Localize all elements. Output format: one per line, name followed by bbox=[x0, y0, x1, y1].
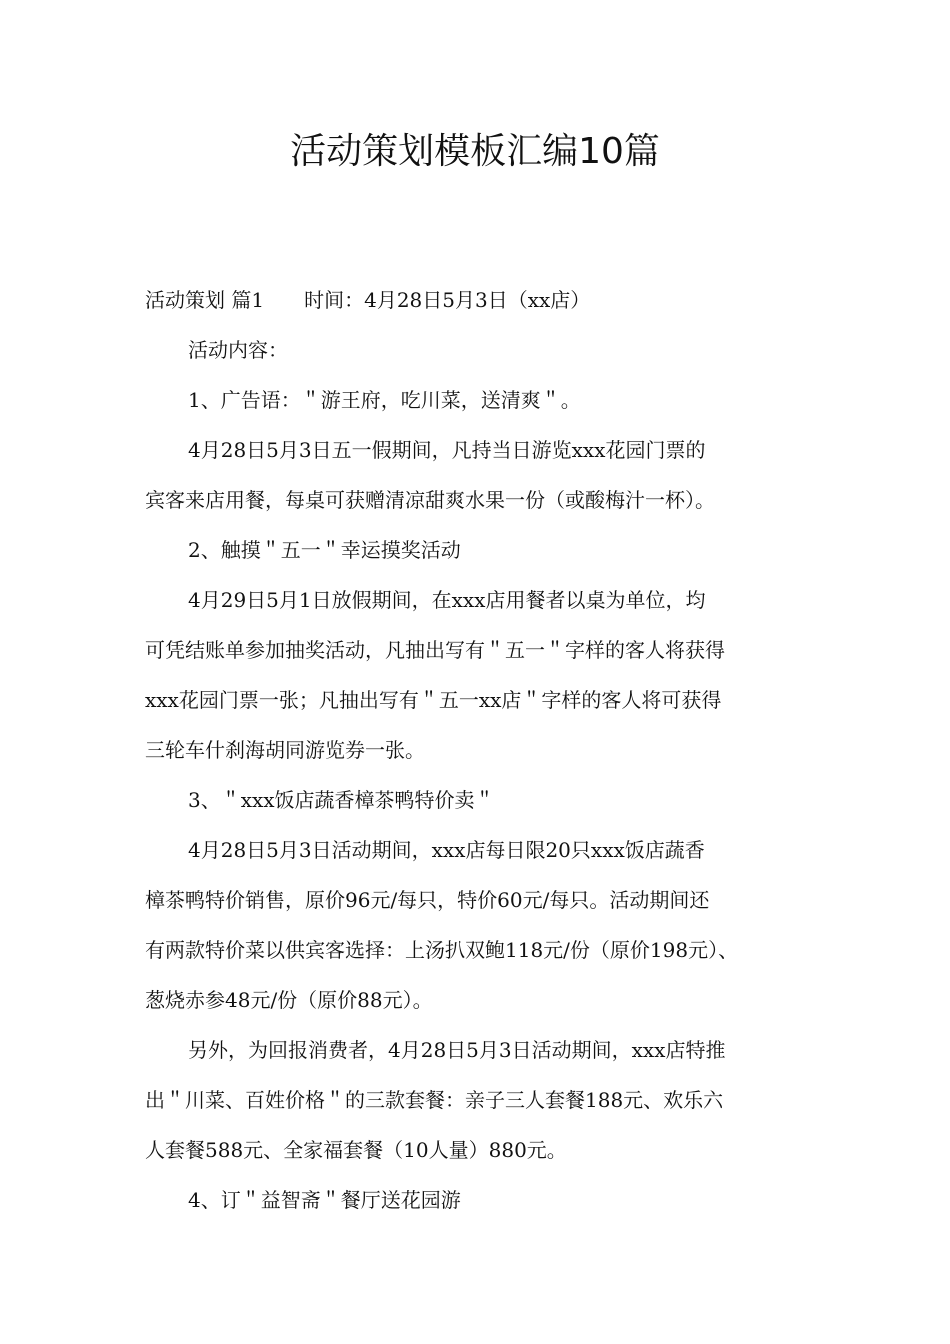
paragraph-line: 4、订＂益智斋＂餐厅送花园游 bbox=[188, 1188, 461, 1212]
paragraph-line: 3、＂xxx饭店蔬香樟茶鸭特价卖＂ bbox=[188, 788, 495, 812]
paragraph-line: 另外，为回报消费者，4月28日5月3日活动期间，xxx店特推 bbox=[188, 1038, 726, 1062]
paragraph-line: 葱烧赤参48元/份（原价88元）。 bbox=[145, 988, 433, 1012]
paragraph-line: 樟茶鸭特价销售，原价96元/每只，特价60元/每只。活动期间还 bbox=[145, 888, 710, 912]
document-body bbox=[145, 280, 825, 1230]
paragraph-line: 三轮车什刹海胡同游览券一张。 bbox=[145, 738, 425, 762]
paragraph-line: 1、广告语：＂游王府，吃川菜，送清爽＂。 bbox=[188, 388, 581, 412]
paragraph-line: 出＂川菜、百姓价格＂的三款套餐：亲子三人套餐188元、欢乐六 bbox=[145, 1088, 724, 1112]
paragraph-line: 4月28日5月3日五一假期间，凡持当日游览xxx花园门票的 bbox=[188, 438, 706, 462]
document-title: 活动策划模板汇编10篇 bbox=[290, 131, 660, 172]
section-label: 活动策划 篇1 bbox=[145, 288, 265, 312]
paragraph-line: 宾客来店用餐，每桌可获赠清凉甜爽水果一份（或酸梅汁一杯）。 bbox=[145, 488, 715, 512]
event-time: 时间：4月28日5月3日（xx店） bbox=[304, 288, 591, 312]
paragraph-line: 有两款特价菜以供宾客选择：上汤扒双鲍118元/份（原价198元）、 bbox=[145, 938, 739, 962]
paragraph-line: 4月28日5月3日活动期间，xxx店每日限20只xxx饭店蔬香 bbox=[188, 838, 705, 862]
paragraph-line: 人套餐588元、全家福套餐（10人量）880元。 bbox=[145, 1138, 567, 1162]
paragraph-line: 2、触摸＂五一＂幸运摸奖活动 bbox=[188, 538, 461, 562]
paragraph-line: 可凭结账单参加抽奖活动，凡抽出写有＂五一＂字样的客人将获得 bbox=[145, 638, 725, 662]
paragraph-line: 4月29日5月1日放假期间，在xxx店用餐者以桌为单位，均 bbox=[188, 588, 706, 612]
paragraph-line: xxx花园门票一张；凡抽出写有＂五一xx店＂字样的客人将可获得 bbox=[145, 688, 722, 712]
paragraph-line: 活动内容： bbox=[188, 338, 288, 362]
section-header-line bbox=[145, 280, 825, 330]
